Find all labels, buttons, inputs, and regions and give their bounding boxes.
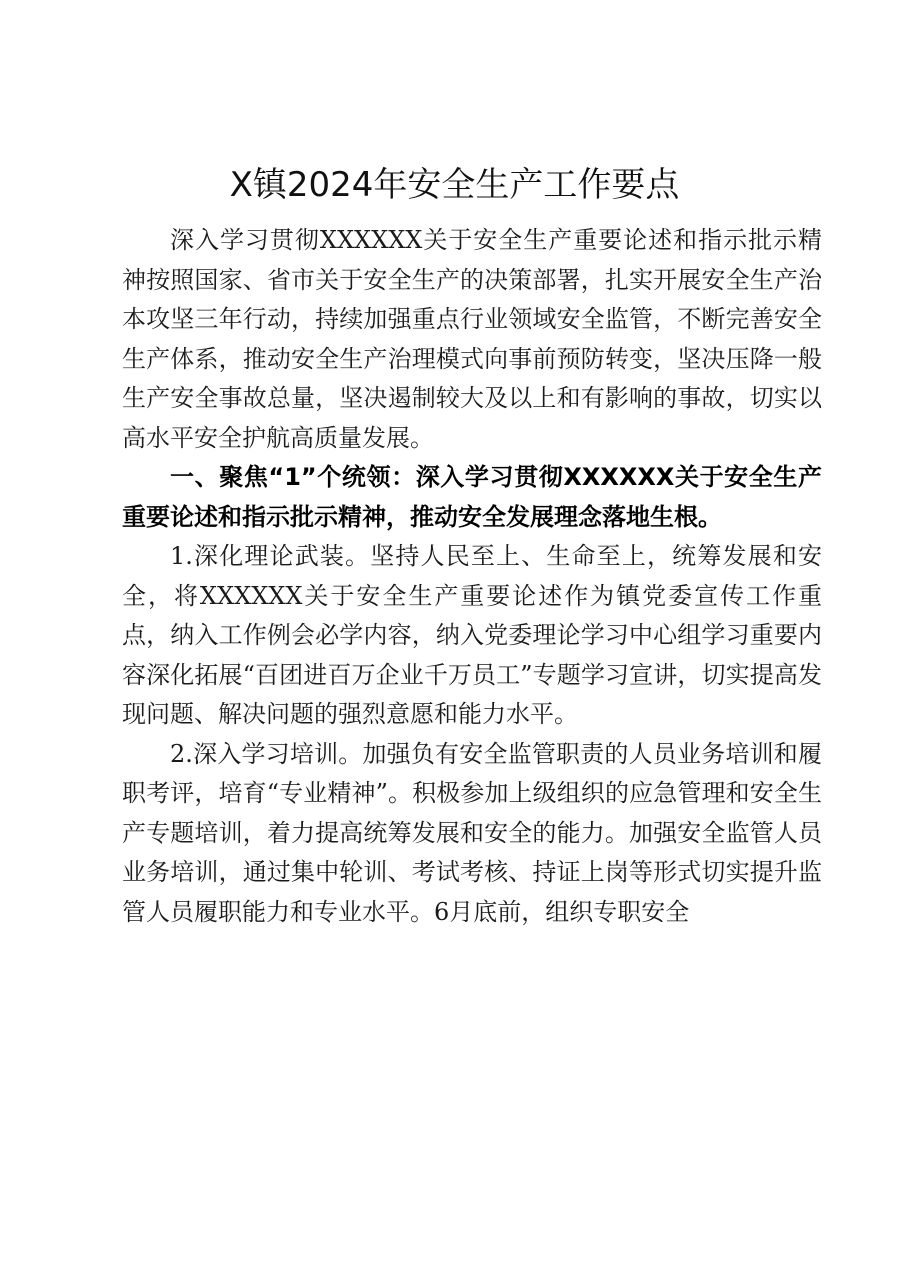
document-body <box>122 221 822 932</box>
intro-paragraph: 深入学习贯彻XXXXXX关于安全生产重要论述和指示批示精神按照国家、省市关于安全生产的决策部署，扎实开展安全生产治本攻坚三年行动，持续加强重点行业领域安全监管，不断完善安全生产体系，推动安全生产治理模式向事前预防转变，坚决压降一般生产安全事故总量，坚决遏制较大及以上和有影响的事故，切实以高水平安全护航高质量发展。 <box>122 226 822 452</box>
item-paragraph-2: 2.深入学习培训。加强负有安全监管职责的人员业务培训和履职考评，培育“专业精神”。积极参加上级组织的应急管理和安全生产专题培训，着力提高统筹发展和安全的能力。加强安全监管人员业务培训，通过集中轮训、考试考核、持证上岗等形式切实提升监管人员履职能力和专业水平。6月底前，组织专职安全 <box>122 739 822 926</box>
section-heading-1: 一、聚焦“1”个统领：深入学习贯彻XXXXXX关于安全生产重要论述和指示批示精神，推动安全发展理念落地生根。 <box>122 463 822 531</box>
item-paragraph-1: 1.深化理论武装。坚持人民至上、生命至上，统筹发展和安全，将XXXXXX关于安全生产重要论述作为镇党委宣传工作重点，纳入工作例会必学内容，纳入党委理论学习中心组学习重要内容深化拓展“百团进百万企业千万员工”专题学习宣讲，切实提高发现问题、解决问题的强烈意愿和能力水平。 <box>122 542 822 728</box>
document-title: X镇2024年安全生产工作要点 <box>229 165 680 205</box>
